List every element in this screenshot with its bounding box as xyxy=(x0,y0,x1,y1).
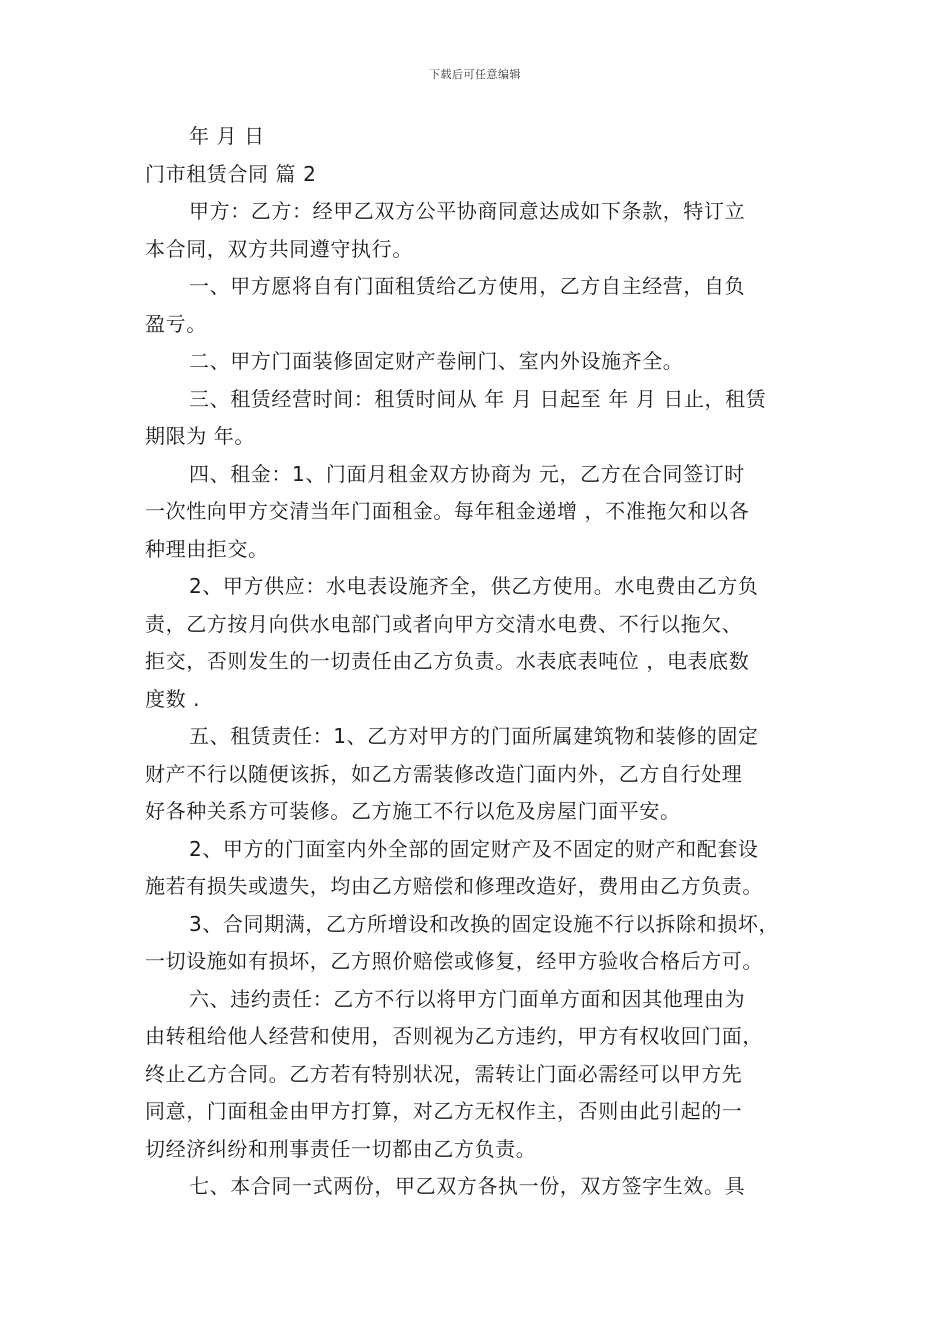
paragraph-line: 度数 . xyxy=(145,686,201,711)
paragraph-line: 责，乙方按月向供水电部门或者向甲方交清水电费、不行以拖欠、 xyxy=(145,611,743,636)
paragraph-line: 种理由拒交。 xyxy=(145,536,269,561)
paragraph-line: 甲方：乙方：经甲乙双方公平协商同意达成如下条款，特订立 xyxy=(189,199,746,223)
paragraph-line: 同意，门面租金由甲方打算，对乙方无权作主，否则由此引起的一 xyxy=(145,1099,743,1123)
paragraph-line: 七、本合同一式两份，甲乙双方各执一份，双方签字生效。具 xyxy=(189,1174,746,1198)
paragraph-line: 本合同，双方共同遵守执行。 xyxy=(145,236,413,261)
paragraph-line: 四、租金：1、门面月租金双方协商为 元，乙方在合同签订时 xyxy=(189,461,745,486)
section-title: 门市租赁合同 篇 2 xyxy=(145,161,317,186)
paragraph-line: 五、租赁责任：1、乙方对甲方的门面所属建筑物和装修的固定 xyxy=(189,724,759,748)
paragraph-line: 财产不行以随便该拆，如乙方需装修改造门面内外，乙方自行处理 xyxy=(145,761,743,786)
paragraph-line: 终止乙方合同。乙方若有特别状况，需转让门面必需经可以甲方先 xyxy=(145,1061,743,1086)
paragraph-line: 六、违约责任：乙方不行以将甲方门面单方面和因其他理由为 xyxy=(189,986,746,1011)
paragraph-line: 期限为 年。 xyxy=(145,424,255,448)
paragraph-line: 二、甲方门面装修固定财产卷闸门、室内外设施齐全。 xyxy=(189,349,684,373)
paragraph-line: 好各种关系方可装修。乙方施工不行以危及房屋门面平安。 xyxy=(145,799,681,823)
paragraph-line: 施若有损失或遗失，均由乙方赔偿和修理改造好，费用由乙方负责。 xyxy=(145,874,763,898)
document-body xyxy=(145,118,810,1206)
header-note: 下载后可任意编辑 xyxy=(429,68,521,81)
paragraph-line: 盈亏。 xyxy=(145,311,207,336)
paragraph-line: 一、甲方愿将自有门面租赁给乙方使用，乙方自主经营，自负 xyxy=(189,274,746,298)
paragraph-line: 拒交，否则发生的一切责任由乙方负责。水表底表吨位 ，电表底数 xyxy=(145,649,750,673)
date-line: 年 月 日 xyxy=(189,124,265,148)
paragraph-line: 三、租赁经营时间：租赁时间从 年 月 日起至 年 月 日止，租赁 xyxy=(189,386,767,411)
paragraph-line: 3、合同期满，乙方所增设和改换的固定设施不行以拆除和损坏， xyxy=(189,911,780,936)
paragraph-line: 一次性向甲方交清当年门面租金。每年租金递增 ，不准拖欠和以各 xyxy=(145,499,750,523)
paragraph-line: 由转租给他人经营和使用，否则视为乙方违约，甲方有权收回门面， xyxy=(145,1024,763,1048)
paragraph-line: 2、甲方供应：水电表设施齐全，供乙方使用。水电费由乙方负 xyxy=(189,574,759,598)
paragraph-line: 切经济纠纷和刑事责任一切都由乙方负责。 xyxy=(145,1136,537,1161)
paragraph-line: 一切设施如有损坏，乙方照价赔偿或修复，经甲方验收合格后方可。 xyxy=(145,949,763,973)
paragraph-line: 2、甲方的门面室内外全部的固定财产及不固定的财产和配套设 xyxy=(189,836,759,861)
